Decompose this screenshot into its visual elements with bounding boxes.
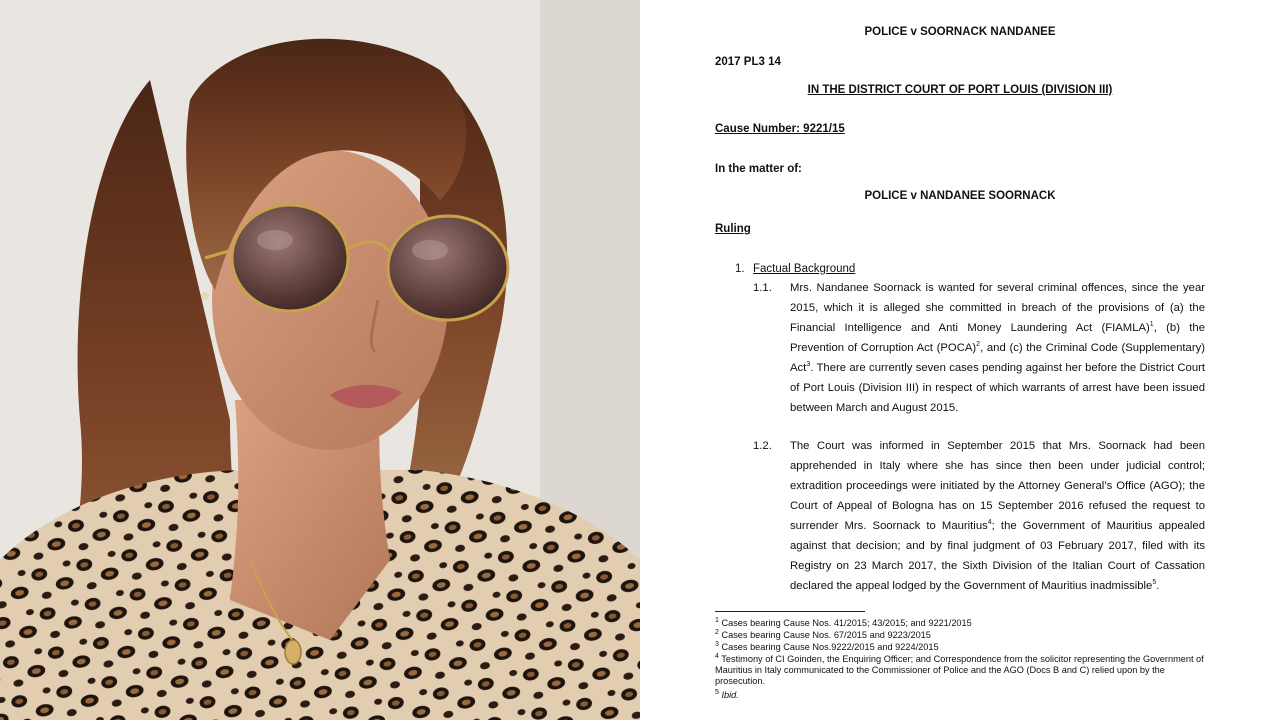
- paragraph-text: . There are currently seven cases pending against her before the District Court of Port Louis (Division III) in respect of which warrants of arrest have been issued between March and August 2015.: [790, 362, 1205, 414]
- footnote-separator: [715, 611, 865, 612]
- paragraph-number: 1.2.: [753, 440, 772, 452]
- paragraph-number: 1.1.: [753, 282, 772, 294]
- footnote-ref: 2: [976, 341, 981, 349]
- footnote-mark: 4: [715, 652, 719, 660]
- paragraph-1-1: [790, 278, 1205, 418]
- footnote-text: Cases bearing Cause Nos. 41/2015; 43/2015; and 9221/2015: [721, 618, 972, 628]
- paragraph-text: , (b) the Prevention of Corruption Act (POCA): [790, 322, 1205, 354]
- factual-background-heading: Factual Background: [753, 263, 856, 275]
- footnote-mark: 3: [715, 640, 719, 648]
- footnote-text: Ibid.: [721, 690, 739, 700]
- court-ruling-document: [640, 0, 1280, 720]
- footnote-mark: 5: [715, 688, 719, 696]
- footnote-mark: 1: [715, 616, 719, 624]
- list-number: 1.: [735, 263, 745, 275]
- parties-heading: POLICE v NANDANEE SOORNACK: [864, 190, 1056, 202]
- paragraph-text: , and (c) the Criminal Code (Supplementary) Act: [790, 342, 1206, 374]
- document-title: POLICE v SOORNACK NANDANEE: [864, 26, 1056, 38]
- footnote-3: [715, 642, 1210, 653]
- paragraph-text: Mrs. Nandanee Soornack is wanted for several criminal offences, since the year 2015, which it is alleged she committed in breach of the provisions of (a) the Financial Intelligence and Anti Money Laundering Act (FIAMLA): [790, 282, 1205, 334]
- footnote-mark: 2: [715, 628, 719, 636]
- footnote-ref: 1: [1149, 321, 1154, 329]
- earring: [201, 292, 209, 300]
- footnote-5: [715, 690, 1210, 701]
- footnote-ref: 3: [806, 361, 811, 369]
- paragraph-text: .: [1156, 580, 1160, 592]
- footnote-ref: 5: [1152, 579, 1157, 587]
- cause-number: Cause Number: 9221/15: [715, 123, 845, 135]
- matter-intro: In the matter of:: [715, 163, 802, 175]
- ruling-heading: Ruling: [715, 223, 751, 235]
- footnote-1: [715, 618, 1210, 629]
- footnote-2: [715, 630, 1210, 641]
- footnote-text: Cases bearing Cause Nos.9222/2015 and 9224/2015: [721, 642, 939, 652]
- paragraph-text: ; the Government of Mauritius appealed against that decision; and by final judgment of 03 February 2017, filed with its Registry on 23 March 2017, the Sixth Division of the Italian Court of Cassation declared the appeal lodged by the Government of Mauritius inadmissible: [790, 520, 1206, 592]
- footnote-ref: 4: [987, 519, 992, 527]
- footnote-text: Cases bearing Cause Nos. 67/2015 and 9223/2015: [721, 630, 931, 640]
- footnote-4: [715, 654, 1210, 687]
- necklace-pendant: [285, 640, 301, 664]
- paragraph-text: The Court was informed in September 2015 that Mrs. Soornack had been apprehended in Italy where she has since then been under judicial control; extradition proceedings were initiated by the Attorney General’s Office (AGO); the Court of Appeal of Bologna has on 15 September 2016 refused the request to surrender Mrs. Soornack to Mauritius: [790, 440, 1205, 532]
- court-heading: IN THE DISTRICT COURT OF PORT LOUIS (DIVISION III): [807, 84, 1113, 96]
- citation: 2017 PL3 14: [715, 56, 781, 68]
- paragraph-1-2: [790, 436, 1205, 596]
- footnote-text: Testimony of CI Goinden, the Enquiring Officer; and Correspondence from the solicitor representing the Government of Mauritius in Italy communicated to the Commissioner of Police and the AGO (Docs B and C) relied upon by the prosecution.: [715, 654, 1204, 686]
